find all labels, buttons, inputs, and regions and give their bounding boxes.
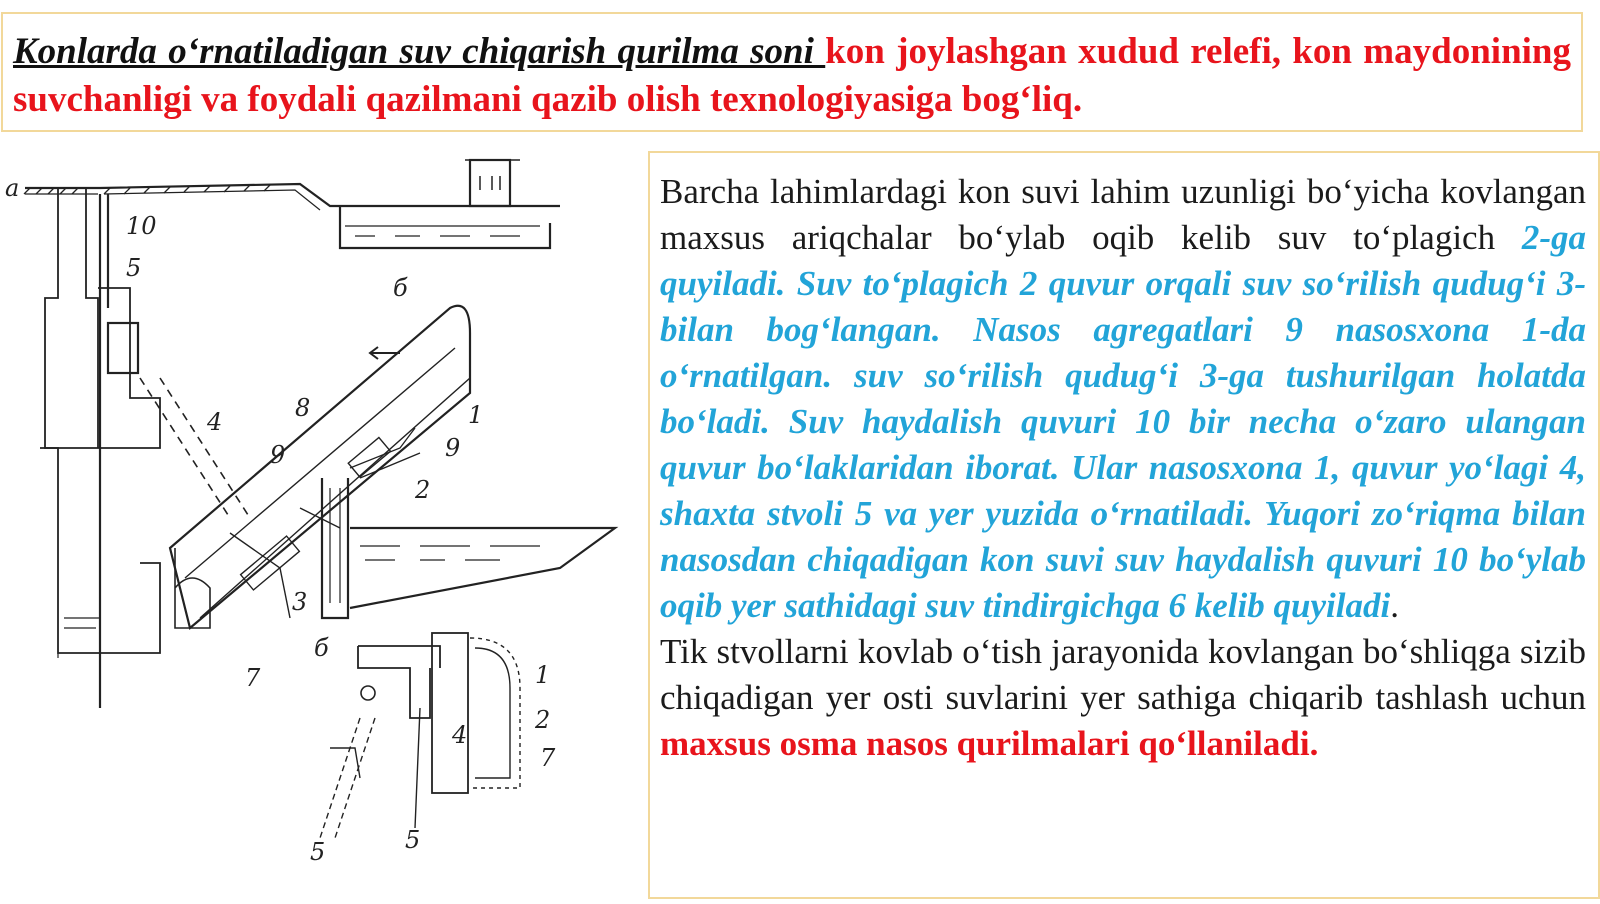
label-3: 3 (292, 588, 308, 616)
mine-drainage-diagram (0, 148, 640, 899)
label-2: 2 (415, 476, 431, 504)
label-4: 4 (207, 408, 223, 436)
cage (108, 323, 138, 373)
label-inset-7: 7 (540, 744, 556, 772)
label-inset-2: 2 (535, 706, 551, 734)
label-8: 8 (295, 394, 311, 422)
sump (350, 528, 615, 608)
paragraph-1-highlight: 2-ga quyiladi. Suv to‘plagich 2 quvur orqali suv so‘rilish qudug‘i 3- bilan bog‘langan. Nasos agregatlari 9 nasosxona 1-da o‘rnatilgan. suv so‘rilish qudug‘i 3-ga tushurilgan holatda bo‘ladi. Suv haydalish quvuri 10 bir necha o‘zaro ulangan quvur bo‘laklaridan iborat. Ular nasosxona 1, quvur yo‘lagi 4, shaxta stvoli 5 va yer yuzida o‘rnatiladi. Yuqori zo‘riqma bilan nasosdan chiqadigan kon suvi suv haydalish quvuri 10 bo‘ylab oqib yer sathidagi suv tindirgichga 6 kelib quyiladi (660, 218, 1586, 625)
discharge-pipe (100, 194, 108, 708)
header-lead: Konlarda o‘rnatiladigan suv chiqarish qurilma soni (13, 31, 826, 72)
paragraph-2-highlight: maxsus osma nasos qurilmalari qo‘llaniladi. (660, 724, 1319, 763)
surface-building (470, 160, 510, 206)
label-b-inset: б (314, 634, 329, 662)
label-b-top: б (393, 274, 408, 302)
paragraph-1-plain: Barcha lahimlardagi kon suvi lahim uzunligi bo‘yicha kovlangan maxsus ariqchalar bo‘ylab oqib kelib suv to‘plagich (660, 172, 1586, 257)
header-text (13, 28, 1571, 124)
paragraph-2-plain: Tik stvollarni kovlab o‘tish jarayonida kovlangan bo‘shliqga sizib chiqadigan yer osti suvlarini yer sathiga chiqarib tashlash uchun (660, 632, 1586, 717)
label-5: 5 (126, 254, 142, 282)
explanation-box (648, 151, 1600, 899)
paragraph-2 (660, 629, 1586, 767)
header-box (1, 12, 1583, 132)
paragraph-1-tail: . (1390, 586, 1399, 625)
figure-labels (5, 174, 556, 866)
label-inset-1: 1 (535, 661, 551, 689)
label-inset-5b: 5 (310, 838, 326, 866)
label-9-left: 9 (270, 441, 286, 469)
paragraph-1 (660, 169, 1586, 629)
label-10: 10 (126, 212, 157, 240)
header-rest: kon joylashgan xudud relefi, kon maydonining suvchanligi va foydali qazilmani qazib olish texnologiyasiga bog‘liq. (13, 31, 1572, 120)
label-inset-5: 5 (405, 826, 421, 854)
label-7: 7 (245, 664, 261, 692)
settling-tank (340, 206, 550, 248)
pump-chamber (170, 306, 470, 628)
label-9-right: 9 (445, 434, 461, 462)
label-inset-4: 4 (452, 721, 468, 749)
label-1: 1 (468, 401, 484, 429)
inset-pump-drawing (358, 646, 440, 718)
label-a: a (5, 174, 20, 202)
